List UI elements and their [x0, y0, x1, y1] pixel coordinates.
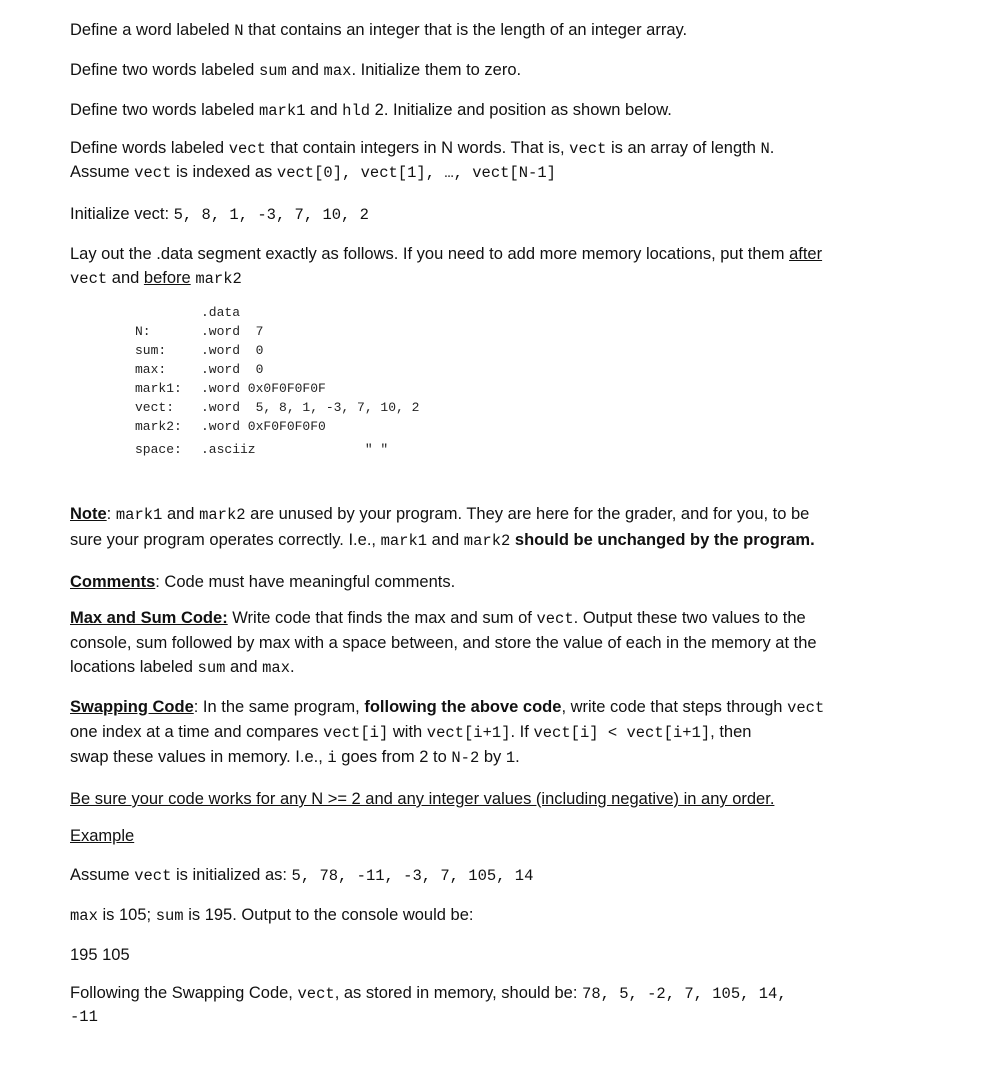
code-label: sum: [135, 343, 167, 358]
code-instr: .word 7 [201, 324, 264, 339]
code-label: max: [135, 362, 167, 377]
text: that contains an integer that is the length of an integer array. [243, 21, 688, 39]
text: is 105; [97, 906, 156, 924]
code-instr: .word 0xF0F0F0F0 [201, 419, 326, 434]
code-text: 5, 78, -11, -3, 7, 105, 14 [291, 867, 534, 885]
console-output: 195 105 [70, 946, 130, 964]
comments-heading: Comments [70, 573, 156, 591]
code-text: vect[i+1] [426, 724, 511, 742]
text: and [305, 101, 343, 119]
text: : In the same program, [193, 698, 365, 716]
code-instr: .word 0 [201, 343, 264, 358]
text: . [290, 658, 295, 676]
text: Initialize vect: [70, 205, 174, 223]
text: . Initialize them to zero. [351, 61, 522, 79]
text: : Code must have meaningful comments. [155, 573, 456, 591]
code-text: mark1 [115, 506, 163, 524]
code-text: vect[i] [323, 724, 389, 742]
text: is 195. Output to the console would be: [183, 906, 474, 924]
code-text: N [760, 140, 770, 158]
text: locations labeled [70, 658, 198, 676]
text: are unused by your program. They are here for the grader, and for you, to be [245, 505, 810, 523]
paragraph-following [70, 981, 930, 1006]
code-text: max [262, 659, 291, 677]
text: one index at a time and compares [70, 723, 324, 741]
text: Following the Swapping Code, [70, 984, 298, 1002]
text: . Output these two values to the [573, 609, 806, 627]
code-text: vect [297, 985, 335, 1003]
text: Assume [70, 163, 135, 181]
paragraph-layout-cont [70, 266, 930, 291]
code-text: vect [228, 140, 266, 158]
code-text: vect [134, 867, 172, 885]
paragraph-swap-cont [70, 720, 930, 745]
text: , write code that steps through [561, 698, 788, 716]
paragraph-assume [70, 863, 930, 888]
text: , then [710, 723, 752, 741]
text: is an array of length [606, 139, 761, 157]
text: Lay out the .data segment exactly as follows. If you need to add more memory locations, put them [70, 245, 790, 263]
code-label: mark1: [135, 381, 182, 396]
paragraph-max-sum [70, 606, 930, 631]
example-heading: Example [70, 827, 135, 845]
code-text: N-2 [451, 749, 480, 767]
code-label: vect: [135, 400, 175, 415]
text: : [106, 505, 116, 523]
text: sure your program operates correctly. I.e., [70, 531, 381, 549]
paragraph-define-sum-max [70, 58, 930, 83]
code-text: N [234, 22, 244, 40]
paragraph-note [70, 502, 930, 527]
paragraph-define-vect [70, 136, 930, 161]
paragraph-vect-index [70, 160, 930, 185]
bold-text: following the above code [364, 698, 562, 716]
code-instr: .word 0 [201, 362, 264, 377]
code-text: sum [197, 659, 226, 677]
code-text: max [70, 907, 98, 925]
paragraph-max-is [70, 903, 930, 928]
text: is indexed as [171, 163, 277, 181]
text: goes from 2 to [336, 748, 452, 766]
code-text: i [327, 749, 337, 767]
paragraph-define-n [70, 18, 930, 43]
data-segment-code [135, 303, 419, 459]
code-text: max [323, 62, 352, 80]
code-text: vect [787, 699, 825, 717]
paragraph-swap-cont2 [70, 745, 930, 770]
text: Define two words labeled [70, 61, 259, 79]
code-text: mark2 [463, 532, 511, 550]
code-text: vect[i] < vect[i+1] [533, 724, 711, 742]
text: and [225, 658, 263, 676]
code-label: N: [135, 324, 151, 339]
code-text: 78, 5, -2, 7, 105, 14, [582, 985, 787, 1003]
paragraph-define-mark1 [70, 98, 930, 123]
text: Define two words labeled [70, 101, 259, 119]
paragraph-note-cont [70, 528, 930, 553]
paragraph-initialize-vect [70, 202, 930, 227]
code-directive: .data [201, 305, 241, 320]
text: console, sum followed by max with a space between, and store the value of each in the memory at the [70, 634, 817, 652]
paragraph-be-sure: Be sure your code works for any N >= 2 and any integer values (including negative) in any order. [70, 790, 775, 808]
code-text: vect[0], vect[1], …, vect[N-1] [276, 164, 556, 182]
code-text: 1 [505, 749, 516, 767]
code-text: vect [536, 610, 574, 628]
code-text: mark1 [380, 532, 428, 550]
text: . If [510, 723, 534, 741]
code-text: sum [258, 62, 287, 80]
text: Write code that finds the max and sum of [227, 609, 537, 627]
paragraph-layout [70, 242, 930, 266]
paragraph-comments [70, 570, 930, 594]
code-label: mark2: [135, 419, 182, 434]
paragraph-max-sum-cont2 [70, 655, 930, 680]
underlined-text: before [143, 269, 191, 287]
note-heading: Note [70, 505, 107, 523]
text: and [162, 505, 200, 523]
code-text: vect [70, 270, 108, 288]
text: . [515, 748, 520, 766]
code-text: hld [342, 102, 371, 120]
text: is initialized as: [171, 866, 292, 884]
code-label: space: [135, 442, 182, 457]
max-sum-heading: Max and Sum Code: [70, 609, 228, 627]
code-text: 5, 8, 1, -3, 7, 10, 2 [173, 206, 369, 224]
text: and [427, 531, 464, 549]
text: swap these values in memory. I.e., [70, 748, 328, 766]
text: 2. Initialize and position as shown below. [370, 101, 672, 119]
text: Define words labeled [70, 139, 229, 157]
text: that contain integers in N words. That is, [265, 139, 570, 157]
text: . [769, 139, 775, 157]
text: Assume [70, 866, 135, 884]
code-text: vect [569, 140, 607, 158]
text: with [388, 723, 427, 741]
swap-heading: Swapping Code [70, 698, 194, 716]
text: Define a word labeled [70, 21, 235, 39]
code-text: mark2 [195, 270, 242, 288]
text: , as stored in memory, should be: [334, 984, 583, 1002]
code-text: mark1 [258, 102, 306, 120]
text: and [286, 61, 324, 79]
code-instr: .word 5, 8, 1, -3, 7, 10, 2 [201, 400, 420, 415]
code-instr: .asciiz " " [201, 442, 389, 457]
text: and [107, 269, 144, 287]
underlined-text: after [789, 245, 823, 263]
paragraph-max-sum-cont [70, 631, 930, 655]
code-text: sum [155, 907, 184, 925]
code-text: vect [134, 164, 172, 182]
text: by [479, 748, 506, 766]
code-text: mark2 [199, 506, 246, 524]
code-instr: .word 0x0F0F0F0F [201, 381, 326, 396]
paragraph-following-cont: -11 [70, 1008, 98, 1026]
bold-text: should be unchanged by the program. [510, 531, 815, 549]
paragraph-swap [70, 695, 930, 720]
